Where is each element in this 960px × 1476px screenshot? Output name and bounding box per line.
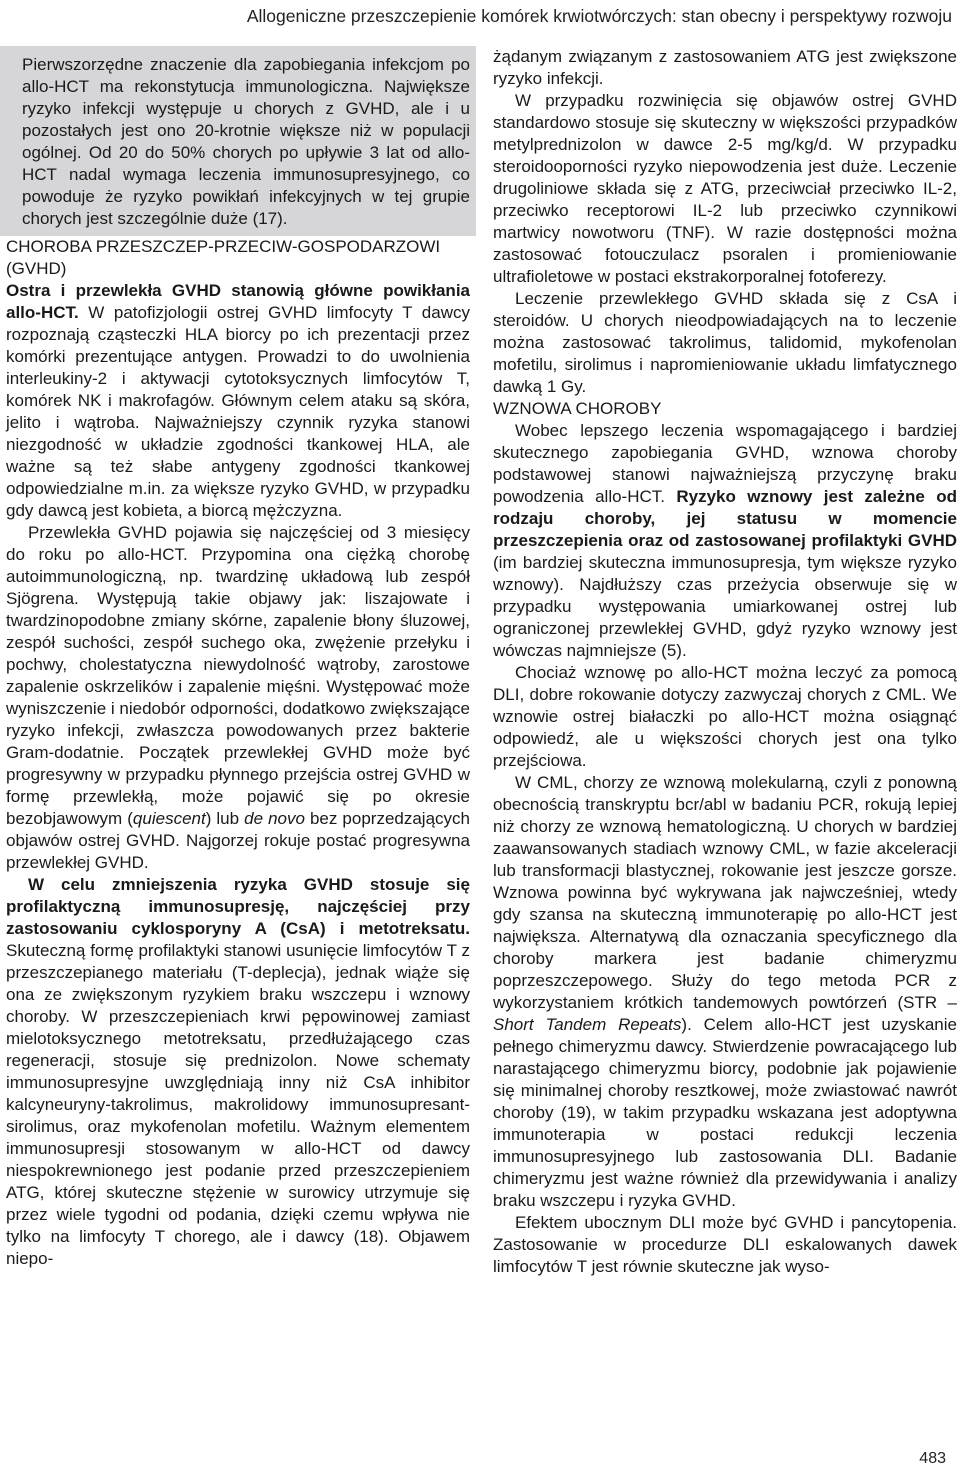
bold-lead: Ostra i przewlekła GVHD stanowią główne powikłania allo-HCT. [6, 281, 470, 322]
section-heading-relapse: WZNOWA CHOROBY [493, 399, 662, 418]
bold-lead: Ryzyko wznowy jest zależne od rodzaju choroby, jej statusu w momencie przeszczepienia oraz od zastosowanej profilaktyki GVHD [493, 487, 957, 550]
paragraph-cml: W CML, chorzy ze wznową molekularną, czyli z ponowną obecnością transkryptu bcr/abl w badaniu PCR, rokują lepiej niż chorzy ze wznową hematologiczną. U chorych w bardziej zaawansowanych stadiach wznowy CML, w fazie akceleracji lub transformacji blastycznej, rokowanie jest jeszcze gorsze. Wznowa powinna być wykrywana jak najwcześniej, wtedy gdy szansa na skuteczną immunoterapię po allo-HCT jest największa. Alternatywą dla oznaczania specyficznego dla choroby markera jest badanie chimeryzmu poprzeszczepowego. Służy do tego metoda PCR z wykorzystaniem krótkich tandemowych powtórzeń (STR – Short Tandem Repeats). Celem allo-HCT jest uzyskanie pełnego chimeryzmu dawcy. Stwierdzenie powracającego lub narastającego chimeryzmu biorcy, podobnie jak pojawienie się minimalnej choroby resztkowej, może zwiastować nawrót choroby (19), w takim przypadku wskazana jest adoptywna immunoterapia w postaci redukcji leczenia immunosupresyjnego lub zastosowania DLI. Badanie chimeryzmu jest ważne również dla przewidywania i analizy braku wszczepu i ryzyka GVHD. [493, 773, 957, 1210]
left-column [6, 46, 470, 1270]
paragraph-chronic-treatment: Leczenie przewlekłego GVHD składa się z CsA i steroidów. U chorych nieodpowiadających na to leczenie można zastosować takrolimus, talidomid, mykofenolan mofetilu, sirolimus i napromieniowanie układu limfatycznego dawką 1 Gy. [493, 289, 957, 396]
running-head: Allogeniczne przeszczepienie komórek krwiotwórczych: stan obecny i perspektywy rozwoju [246, 6, 952, 26]
paragraph-prophylaxis: W celu zmniejszenia ryzyka GVHD stosuje się profilaktyczną immunosupresję, najczęściej przy zastosowaniu cyklosporyny A (CsA) i metotreksatu. Skuteczną formę profilaktyki stanowi usunięcie limfocytów T z przeszczepianego materiału (T-deplecja), jednak wiąże się ona ze zwiększonym ryzykiem braku wszczepu i wznowy choroby. W przeszczepieniach krwi pępowinowej zamiast mielotoksycznego metotreksatu, przedłużającego czas regeneracji, stosuje się prednizolon. Nowe schematy immunosupresyjne uwzględniają inny niż CsA inhibitor kalcyneuryny-takrolimus, makrolidowy immunosupresant-sirolimus, oraz mykofenolan mofetilu. Ważnym elementem immunosupresji stosowanym w allo-HCT od dawcy niespokrewnionego jest podanie przed przeszczepieniem ATG, której skuteczne stężenie w surowicy utrzymuje się przez wiele tygodni od podania, dzięki czemu wpływa nie tylko na limfocyty T chorego, ale i dawcy (18). Objawem niepo- [6, 875, 470, 1268]
right-column [493, 46, 957, 1278]
italic-term: quiescent [132, 809, 206, 828]
paragraph-relapse-risk: Wobec lepszego leczenia wspomagającego i bardziej skutecznego zapobiegania GVHD, wznowa choroby podstawowej stanowi najważniejszą przyczynę braku powodzenia allo-HCT. Ryzyko wznowy jest zależne od rodzaju choroby, jej statusu w momencie przeszczepienia oraz od zastosowanej profilaktyki GVHD (im bardziej skuteczna immunosupresja, tym większe ryzyko wznowy). Najdłuższy czas przeżycia obserwuje się w przypadku występowania umiarkowanej ostrej lub ograniczonej przewlekłej GVHD, gdyż ryzyko wznowy jest wówczas najmniejsze (5). [493, 421, 957, 660]
bold-lead: W celu zmniejszenia ryzyka GVHD stosuje się profilaktyczną immunosupresję, najczęściej przy zastosowaniu cyklosporyny A (CsA) i metotreksatu. [6, 875, 470, 938]
section-heading-gvhd: CHOROBA PRZESZCZEP-PRZECIW-GOSPODARZOWI (GVHD) [6, 237, 441, 278]
italic-term: Short Tandem Repeats [493, 1015, 682, 1034]
paragraph-chronic-gvhd: Przewlekła GVHD pojawia się najczęściej od 3 miesięcy do roku po allo-HCT. Przypomina ona ciężką chorobę autoimmunologiczną, np. twardzinę układową lub zespół Sjögrena. Występują takie objawy jak: liszajowate i twardzinopodobne zmiany skórne, zapalenie błony śluzowej, zespół suchości, zespół suchego oka, zwężenie przełyku i pochwy, cholestatyczna niewydolność wątroby, zarostowe zapalenie oskrzelików i zapalenie mięśni. Występować może wyniszczenie i niedobór odporności, dodatkowo zwiększające ryzyko infekcji, zwłaszcza powodowanych przez bakterie Gram-dodatnie. Początek przewlekłej GVHD może być progresywny w przypadku płynnego przejścia ostrej GVHD w formę przewlekłą, może pojawić się po okresie bezobjawowym (quiescent) lub de novo bez poprzedzających objawów ostrej GVHD. Najgorzej rokuje postać progresywna przewlekłej GVHD. [6, 523, 470, 872]
paragraph-continuation: żądanym związanym z zastosowaniem ATG jest zwiększone ryzyko infekcji. [493, 47, 957, 88]
paragraph-dli: Chociaż wznowę po allo-HCT można leczyć za pomocą DLI, dobre rokowanie dotyczy zazwyczaj chorych z CML. We wznowie ostrej białaczki po allo-HCT można osiągnąć odpowiedź, ale u większości chorych jest ona tylko przejściowa. [493, 663, 957, 770]
box-paragraph: Pierwszorzędne znaczenie dla zapobiegania infekcjom po allo-HCT ma rekonstytucja immunologiczna. Największe ryzyko infekcji występuje u chorych z GVHD, ale i u pozostałych jest ono 20-krotnie większe niż w populacji ogólnej. Od 20 do 50% chorych po upływie 3 lat od allo-HCT nadal wymaga leczenia immunosupresyjnego, co powoduje że ryzyko powikłań infekcyjnych w tej grupie chorych jest szczególnie duże (17). [22, 55, 470, 228]
paragraph-acute-chronic: Ostra i przewlekła GVHD stanowią główne powikłania allo-HCT. W patofizjologii ostrej GVHD limfocyty T dawcy rozpoznają cząsteczki HLA biorcy po ich prezentacji przez komórki prezentujące antygen. Prowadzi to do uwolnienia interleukiny-2 i aktywacji cytotoksycznych limfocytów T, komórek NK i makrofagów. Głównym celem ataku są skóra, jelito i wątroba. Najważniejszy czynnik ryzyka stanowi niezgodność w układzie zgodności tkankowej HLA, ale ważne są też słabe antygeny zgodności tkankowej odpowiedzialne m.in. za większe ryzyko GVHD, w przypadku gdy dawcą jest kobieta, a biorcą mężczyzna. [6, 281, 470, 520]
paragraph-dli-side-effects: Efektem ubocznym DLI może być GVHD i pancytopenia. Zastosowanie w procedurze DLI eskalowanych dawek limfocytów T jest równie skuteczne jak wyso- [493, 1213, 957, 1276]
highlight-box [0, 46, 476, 236]
italic-term: de novo [244, 809, 305, 828]
paragraph-acute-treatment: W przypadku rozwinięcia się objawów ostrej GVHD standardowo stosuje się skuteczny w większości przypadków metylprednizolon w dawce 2-5 mg/kg/d. W przypadku steroidooporności ryzyko niepowodzenia jest duże. Leczenie drugoliniowe składa się z ATG, przeciwciał przeciwko IL-2, przeciwko receptorowi IL-2 lub przeciwko czynnikowi martwicy nowotworu (TNF). W razie dostępności można zastosować fotouczulacz psoralen i promieniowanie ultrafioletowe w postaci ekstrakorporalnej fotoferezy. [493, 91, 957, 286]
page-number: 483 [919, 1450, 946, 1467]
